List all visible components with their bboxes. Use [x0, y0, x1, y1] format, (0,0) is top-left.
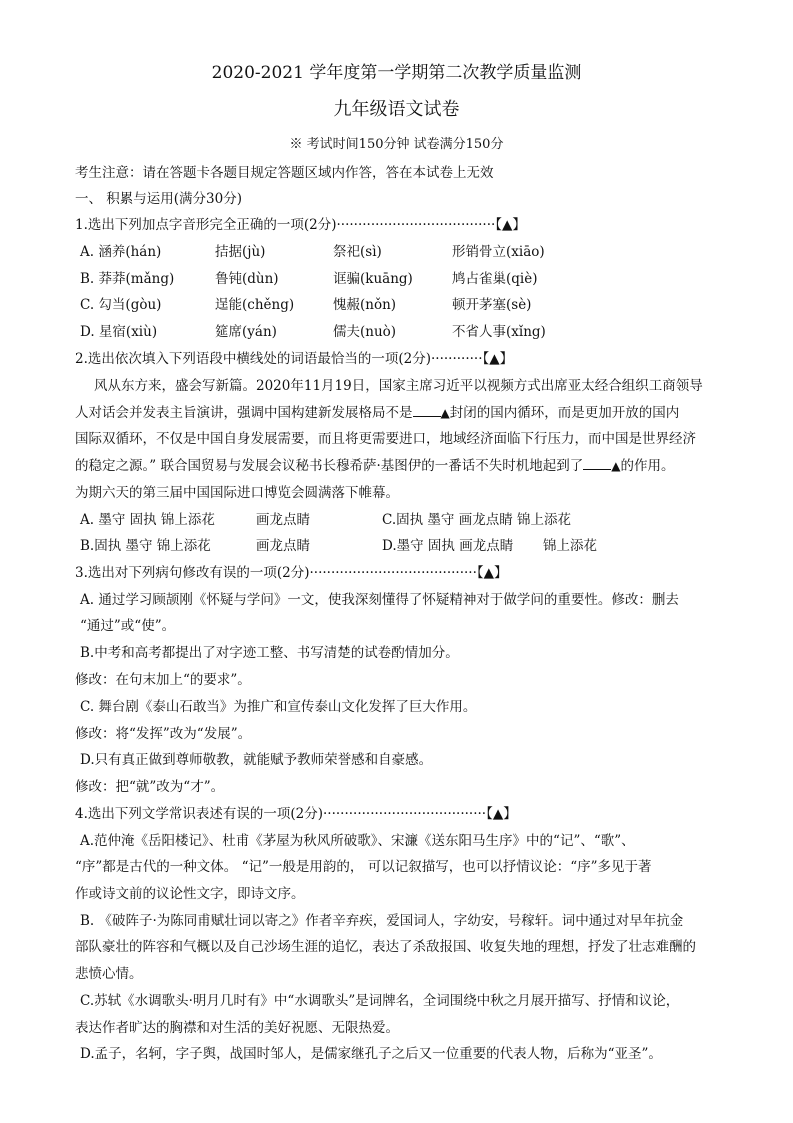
option-cell: 锦上添花	[543, 538, 597, 554]
exam-subtitle: 九年级语文试卷	[333, 99, 460, 120]
option-line: 悲愤心情。	[75, 966, 143, 982]
passage-line	[75, 454, 674, 474]
fill-blank	[413, 404, 441, 417]
option-cell: 画龙点睛	[256, 512, 310, 528]
option-cell: B. 莽莽(mǎng)	[80, 271, 175, 287]
option-cell: 鸠占雀巢(qiè)	[452, 271, 538, 287]
passage-line	[75, 401, 679, 421]
option-line: B.中考和高考都提出了对字迹工整、书写清楚的试卷酌情加分。	[80, 645, 459, 661]
option-cell: 画龙点睛	[256, 538, 310, 554]
option-cell: D. 星宿(xiù)	[80, 324, 158, 340]
option-line: D.孟子，名轲，字子舆，战国时邹人，是儒家继孔子之后又一位重要的代表人物，后称为“亚圣”。	[80, 1046, 662, 1062]
option-line: “序”都是古代的一种文体。 “记”一般是用韵的， 可以记叙描写，也可以抒情议论：“序”多见于著	[75, 859, 652, 875]
option-cell: B.固执 墨守 锦上添花	[80, 538, 211, 554]
exam-title: 2020-2021 学年度第一学期第二次教学质量监测	[211, 63, 582, 83]
fill-blank	[583, 457, 611, 470]
revision-line: 修改：将“发挥”改为“发展”。	[75, 726, 252, 742]
passage-text: 封闭的国内循环，而是更加开放的国内	[449, 405, 680, 421]
option-line: 作或诗文前的议论性文字，即诗文序。	[75, 886, 305, 902]
option-line: 表达作者旷达的胸襟和对生活的美好祝愿、无限热爱。	[75, 1020, 399, 1036]
option-line: 部队豪壮的阵容和气概以及自己沙场生涯的追忆，表达了杀敌报国、收复失地的理想，抒发了壮志难酬的	[75, 939, 696, 955]
option-cell: C.固执 墨守 画龙点睛 锦上添花	[382, 512, 572, 528]
section-heading: 一、 积累与运用(满分30分)	[75, 191, 243, 207]
passage-text: 人对话会并发表主旨演讲，强调中国构建新发展格局不是	[75, 405, 413, 421]
option-line: B. 《破阵子·为陈同甫赋壮词以寄之》作者辛弃疾，爱国词人，字幼安，号稼轩。词中通过对早年抗金	[80, 913, 684, 929]
blank-marker: ▲	[440, 406, 450, 420]
passage-text: 的作用。	[620, 458, 675, 474]
option-line: D.只有真正做到尊师敬教，就能赋予教师荣誉感和自豪感。	[80, 752, 433, 768]
question-3-stem: 3.选出对下列病句修改有误的一项(2分)·······································【▲】	[75, 565, 508, 581]
option-cell: 诓骗(kuāng)	[333, 271, 413, 287]
passage-line: 为期六天的第三届中国国际进口博览会圆满落下帷幕。	[75, 485, 399, 501]
passage-line: 国际双循环，不仅是中国自身发展需要，而且将更需要进口，地域经济面临下行压力，而中国是世界经济	[75, 431, 696, 447]
option-cell: 儒夫(nuò)	[333, 324, 397, 340]
exam-info: ※ 考试时间150分钟 试卷满分150分	[289, 137, 504, 152]
option-cell: 形销骨立(xiāo)	[452, 244, 545, 260]
question-4-stem: 4.选出下列文学常识表述有误的一项(2分)······································【▲】	[75, 806, 517, 822]
option-cell: C. 勾当(gòu)	[80, 297, 162, 313]
passage-text: 的稳定之源。” 联合国贸易与发展会议秘书长穆希萨·基图伊的一番话不失时机地起到了	[75, 458, 584, 474]
question-1-stem: 1.选出下列加点字音形完全正确的一项(2分)·····································【▲】	[75, 217, 526, 233]
option-cell: 鲁钝(dùn)	[215, 271, 279, 287]
option-cell: 拮据(jù)	[215, 244, 266, 260]
option-cell: 愧赧(nǒn)	[333, 297, 397, 313]
option-line: C.苏轼《水调歌头·明月几时有》中“水调歌头”是词牌名，全词围绕中秋之月展开描写、抒情和议论，	[80, 993, 680, 1009]
question-2-stem: 2.选出依次填入下列语段中横线处的词语最恰当的一项(2分)············【▲】	[75, 351, 514, 367]
option-cell: A. 涵养(hán)	[80, 244, 162, 260]
revision-line: 修改：在句末加上“的要求”。	[75, 672, 251, 688]
blank-marker: ▲	[611, 459, 621, 473]
option-line: A. 通过学习顾颉刚《怀疑与学问》一文，使我深刻懂得了怀疑精神对于做学问的重要性。修改：删去	[80, 592, 679, 608]
passage-line: 风从东方来，盛会写新篇。2020年11月19日，国家主席习近平以视频方式出席亚太经合组织工商领导	[94, 378, 703, 394]
revision-line: 修改：把“就”改为“才”。	[75, 779, 225, 795]
option-cell: 逞能(chěng)	[215, 297, 295, 313]
option-line: A.范仲淹《岳阳楼记》、杜甫《茅屋为秋风所破歌》、宋濂《送东阳马生序》中的“记”、“歌”、	[80, 833, 635, 849]
option-cell: 顿开茅塞(sè)	[452, 297, 532, 313]
candidate-notice: 考生注意：请在答题卡各题目规定答题区域内作答，答在本试卷上无效	[75, 165, 494, 181]
option-line: “通过”或“使”。	[80, 618, 176, 634]
option-line: C. 舞台剧《泰山石敢当》为推广和宣传泰山文化发挥了巨大作用。	[80, 699, 477, 715]
option-cell: 不省人事(xǐng)	[452, 324, 546, 340]
option-cell: D.墨守 固执 画龙点睛	[382, 538, 514, 554]
option-cell: A. 墨守 固执 锦上添花	[80, 512, 215, 528]
option-cell: 祭祀(sì)	[333, 244, 382, 260]
option-cell: 筵席(yán)	[215, 324, 277, 340]
